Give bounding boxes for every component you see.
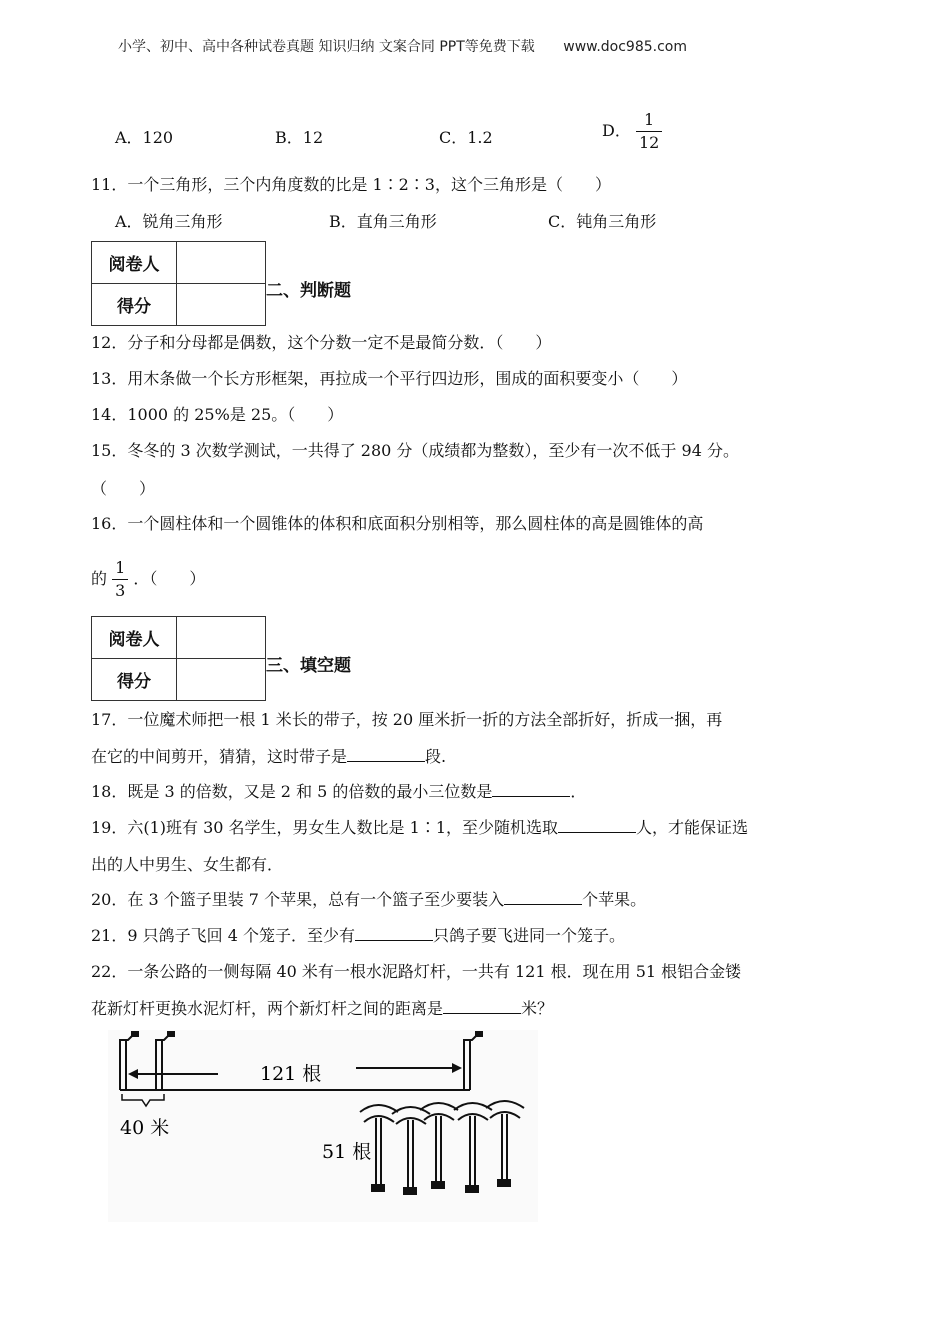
fraction-numerator: 1 bbox=[636, 112, 662, 132]
score-field[interactable] bbox=[177, 284, 266, 326]
q16-fraction bbox=[112, 560, 128, 599]
fraction-denominator: 3 bbox=[115, 581, 126, 600]
question-14: 14．1000 的 25%是 25。（ ） bbox=[91, 405, 344, 424]
q18-post: ． bbox=[570, 782, 587, 801]
question-15: 15．冬冬的 3 次数学测试，一共得了 280 分（成绩都为整数），至少有一次不低于 94 分。 bbox=[91, 441, 739, 460]
reviewer-label: 阅卷人 bbox=[92, 617, 177, 659]
q10-fraction bbox=[636, 112, 662, 151]
q11-option-a: A．锐角三角形 bbox=[115, 212, 223, 231]
q21-post: 只鸽子要飞进同一个笼子。 bbox=[432, 926, 625, 945]
q17-post: 段. bbox=[425, 747, 447, 766]
q16-post: ．（ ） bbox=[133, 569, 206, 588]
label-40m: 40 米 bbox=[120, 1117, 170, 1139]
header-text: 小学、初中、高中各种试卷真题 知识归纳 文案合同 PPT等免费下载 bbox=[118, 39, 535, 55]
question-16: 16．一个圆柱体和一个圆锥体的体积和底面积分别相等，那么圆柱体的高是圆锥体的高 bbox=[91, 514, 704, 533]
q20-post: 个苹果。 bbox=[582, 890, 647, 909]
score-box bbox=[91, 241, 266, 326]
street-lamp-figure bbox=[108, 1030, 538, 1222]
q18-pre: 18．既是 3 的倍数，又是 2 和 5 的倍数的最小三位数是 bbox=[91, 782, 493, 801]
section-title-fill-blank: 三、填空题 bbox=[266, 656, 351, 676]
answer-blank[interactable] bbox=[443, 999, 521, 1014]
q11-option-b: B．直角三角形 bbox=[329, 212, 437, 231]
question-17-cont bbox=[91, 744, 446, 767]
header-url[interactable]: www.doc985.com bbox=[563, 39, 687, 55]
fraction-numerator: 1 bbox=[112, 560, 128, 580]
q22-post: 米？ bbox=[521, 999, 554, 1018]
label-51: 51 根 bbox=[322, 1141, 372, 1163]
q19-post: 人，才能保证选 bbox=[636, 818, 749, 837]
q10-option-d-label: D． bbox=[602, 121, 631, 140]
question-16-cont bbox=[91, 560, 205, 599]
q10-option-c: C．1.2 bbox=[439, 128, 493, 147]
q21-pre: 21．9 只鸽子飞回 4 个笼子．至少有 bbox=[91, 926, 355, 945]
answer-blank[interactable] bbox=[347, 747, 425, 762]
question-17: 17．一位魔术师把一根 1 米长的带子，按 20 厘米折一折的方法全部折好，折成一捆，再 bbox=[91, 710, 723, 729]
question-19 bbox=[91, 815, 748, 838]
reviewer-field[interactable] bbox=[177, 617, 266, 659]
page-header bbox=[118, 36, 687, 56]
figure-background bbox=[108, 1030, 538, 1222]
score-field[interactable] bbox=[177, 659, 266, 701]
q22-pre: 花新灯杆更换水泥灯杆，两个新灯杆之间的距离是 bbox=[91, 999, 444, 1018]
question-20 bbox=[91, 887, 646, 910]
answer-blank[interactable] bbox=[492, 782, 570, 797]
score-label: 得分 bbox=[92, 659, 177, 701]
question-11: 11．一个三角形，三个内角度数的比是 1∶2∶3，这个三角形是（ ） bbox=[91, 175, 611, 194]
answer-blank[interactable] bbox=[558, 818, 636, 833]
q19-pre: 19．六(1)班有 30 名学生，男女生人数比是 1∶1，至少随机选取 bbox=[91, 818, 559, 837]
q11-option-c: C．钝角三角形 bbox=[548, 212, 657, 231]
q17-pre: 在它的中间剪开，猜猜，这时带子是 bbox=[91, 747, 348, 766]
q10-option-a: A．120 bbox=[115, 128, 174, 147]
score-box bbox=[91, 616, 266, 701]
question-12: 12．分子和分母都是偶数，这个分数一定不是最简分数．（ ） bbox=[91, 333, 552, 352]
question-21 bbox=[91, 923, 625, 946]
reviewer-field[interactable] bbox=[177, 242, 266, 284]
section-title-judgement: 二、判断题 bbox=[266, 281, 351, 301]
fraction-denominator: 12 bbox=[638, 133, 660, 152]
reviewer-label: 阅卷人 bbox=[92, 242, 177, 284]
question-22: 22．一条公路的一侧每隔 40 米有一根水泥路灯杆，一共有 121 根．现在用 51 根铝合金镂 bbox=[91, 962, 742, 981]
answer-blank[interactable] bbox=[504, 890, 582, 905]
question-19-cont: 出的人中男生、女生都有． bbox=[91, 855, 284, 874]
q10-option-d bbox=[602, 112, 662, 151]
label-121: 121 根 bbox=[260, 1063, 322, 1085]
score-label: 得分 bbox=[92, 284, 177, 326]
question-22-cont bbox=[91, 996, 553, 1019]
answer-blank[interactable] bbox=[355, 926, 433, 941]
q10-option-b: B．12 bbox=[275, 128, 324, 147]
q16-pre: 的 bbox=[91, 569, 108, 588]
question-15-answer: （ ） bbox=[91, 479, 156, 498]
q20-pre: 20．在 3 个篮子里装 7 个苹果，总有一个篮子至少要装入 bbox=[91, 890, 505, 909]
question-13: 13．用木条做一个长方形框架，再拉成一个平行四边形，围成的面积要变小（ ） bbox=[91, 369, 688, 388]
question-18 bbox=[91, 779, 586, 802]
